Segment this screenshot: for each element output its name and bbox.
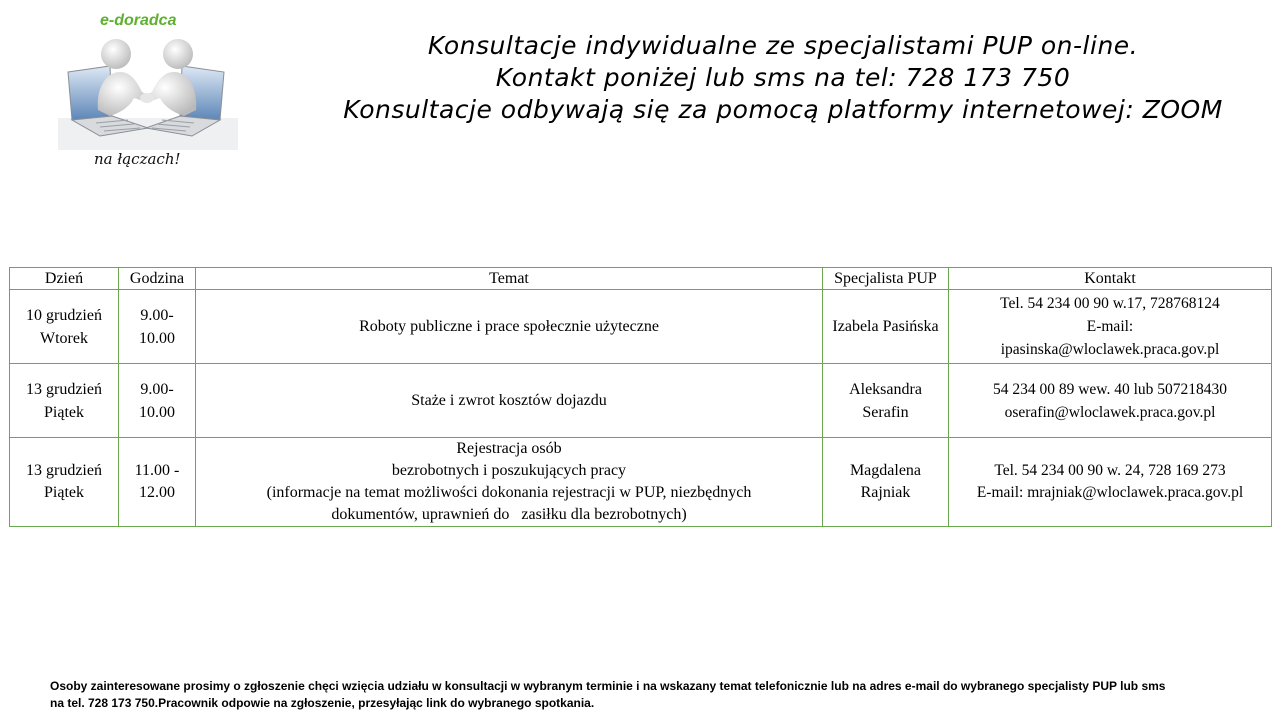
header-specialist: Specjalista PUP — [823, 268, 949, 290]
specialist-last-name: Serafin — [862, 403, 909, 421]
header-topic: Temat — [196, 268, 823, 290]
table-header-row — [10, 268, 1272, 290]
contact-phone: Tel. 54 234 00 90 w.17, 728768124 — [1000, 295, 1220, 312]
time-end: 10.00 — [139, 403, 175, 421]
day-weekday: Wtorek — [40, 329, 88, 347]
day-cell — [10, 364, 119, 438]
time-cell — [119, 438, 196, 527]
day-weekday: Piątek — [44, 403, 84, 421]
topic-cell — [196, 438, 823, 527]
contact-email-link[interactable]: oserafin@wloclawek.praca.gov.pl — [1004, 403, 1216, 421]
table-row — [10, 438, 1272, 527]
header-day: Dzień — [10, 268, 119, 290]
contact-phone: 54 234 00 89 wew. 40 lub 507218430 — [992, 380, 1228, 398]
header-time: Godzina — [119, 268, 196, 290]
contact-cell — [949, 364, 1272, 438]
table-row — [10, 290, 1272, 364]
time-end: 12.00 — [139, 484, 175, 501]
topic-line: bezrobotnych i poszukujących pracy — [391, 462, 627, 479]
header-contact: Kontakt — [949, 268, 1272, 290]
contact-email-label: E-mail: — [1086, 318, 1134, 335]
contact-phone: Tel. 54 234 00 90 w. 24, 728 169 273 — [994, 462, 1226, 479]
topic-line: Rejestracja osób — [456, 440, 562, 457]
logo-brand-text: e-doradca — [100, 12, 177, 29]
handshake-laptops-icon — [58, 32, 238, 150]
footer-note — [50, 678, 1260, 712]
specialist-cell — [823, 438, 949, 527]
table-row — [10, 364, 1272, 438]
heading-line-2: Kontakt poniżej lub sms na tel: 728 173 750 — [495, 63, 1071, 92]
time-cell — [119, 290, 196, 364]
consultation-schedule-table — [9, 267, 1272, 527]
specialist-first-name: Magdalena — [849, 462, 922, 479]
topic-cell — [196, 290, 823, 364]
time-cell — [119, 364, 196, 438]
topic-line: Roboty publiczne i prace społecznie użyteczne — [359, 318, 659, 335]
specialist-cell — [823, 290, 949, 364]
day-cell — [10, 290, 119, 364]
time-start: 11.00 - — [134, 462, 180, 479]
time-start: 9.00- — [140, 306, 174, 324]
contact-cell — [949, 290, 1272, 364]
contact-cell — [949, 438, 1272, 527]
heading-line-1: Konsultacje indywidualne ze specjalistami PUP on-line. — [427, 31, 1139, 60]
specialist-first-name: Aleksandra — [849, 380, 922, 398]
topic-line: Staże i zwrot kosztów dojazdu — [411, 392, 607, 409]
day-weekday: Piątek — [44, 484, 84, 501]
topic-cell — [196, 364, 823, 438]
day-date: 13 grudzień — [26, 380, 102, 398]
day-date: 10 grudzień — [26, 306, 102, 324]
heading-line-3: Konsultacje odbywają się za pomocą platformy internetowej: ZOOM — [343, 95, 1223, 124]
topic-line: (informacje na temat możliwości dokonania rejestracji w PUP, niezbędnych — [266, 484, 752, 501]
time-start: 9.00- — [140, 380, 174, 398]
page-heading — [292, 30, 1274, 126]
topic-line: dokumentów, uprawnień do zasiłku dla bezrobotnych) — [331, 506, 687, 523]
e-doradca-logo — [58, 10, 238, 175]
logo-slogan-text: na łączach! — [94, 150, 181, 168]
specialist-cell — [823, 364, 949, 438]
day-date: 13 grudzień — [26, 462, 102, 479]
footer-line-2: na tel. 728 173 750.Pracownik odpowie na zgłoszenie, przesyłając link do wybranego spotkania. — [50, 696, 595, 710]
specialist-name: Izabela Pasińska — [832, 318, 939, 335]
specialist-last-name: Rajniak — [860, 484, 911, 501]
contact-email-link[interactable]: ipasinska@wloclawek.praca.gov.pl — [1000, 341, 1220, 358]
footer-line-1: Osoby zainteresowane prosimy o zgłoszenie chęci wzięcia udziału w konsultacji w wybranym terminie i na wskazany temat telefonicznie lub na adres e-mail do wybranego specjalisty PUP lub sms — [50, 679, 1166, 693]
day-cell — [10, 438, 119, 527]
time-end: 10.00 — [139, 329, 175, 347]
contact-email-link[interactable]: E-mail: mrajniak@wloclawek.praca.gov.pl — [976, 484, 1244, 501]
